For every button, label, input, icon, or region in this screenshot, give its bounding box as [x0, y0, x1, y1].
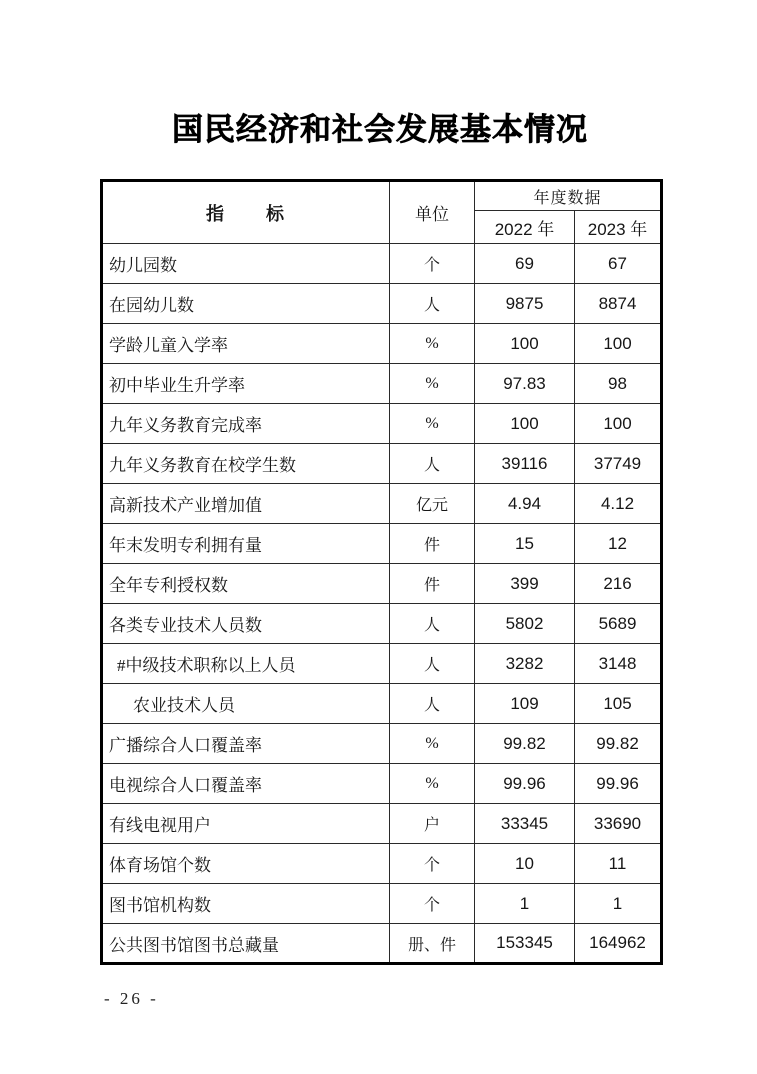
unit-cell: 人 — [390, 644, 475, 684]
value-2023-cell: 67 — [575, 244, 662, 284]
value-2023-cell: 33690 — [575, 804, 662, 844]
value-2022-cell: 10 — [475, 844, 575, 884]
indicator-cell: 九年义务教育完成率 — [102, 404, 390, 444]
value-2023-cell: 216 — [575, 564, 662, 604]
value-2023-cell: 100 — [575, 324, 662, 364]
value-2022-cell: 3282 — [475, 644, 575, 684]
table-header — [102, 181, 662, 244]
table-row — [102, 804, 662, 844]
unit-cell: 册、件 — [390, 924, 475, 964]
indicator-cell: 体育场馆个数 — [102, 844, 390, 884]
value-2023-cell: 99.82 — [575, 724, 662, 764]
unit-cell: % — [390, 324, 475, 364]
indicator-cell: 初中毕业生升学率 — [102, 364, 390, 404]
indicator-cell: 九年义务教育在校学生数 — [102, 444, 390, 484]
value-2023-cell: 99.96 — [575, 764, 662, 804]
header-indicator: 指 标 — [102, 181, 390, 244]
value-2023-cell: 98 — [575, 364, 662, 404]
unit-cell: 人 — [390, 604, 475, 644]
header-year-2022: 2022 年 — [475, 211, 575, 244]
value-2022-cell: 4.94 — [475, 484, 575, 524]
table-row — [102, 604, 662, 644]
table-row — [102, 244, 662, 284]
value-2023-cell: 4.12 — [575, 484, 662, 524]
indicator-cell: 电视综合人口覆盖率 — [102, 764, 390, 804]
header-unit: 单位 — [390, 181, 475, 244]
table-row — [102, 564, 662, 604]
unit-cell: % — [390, 364, 475, 404]
page-number: - 26 - — [104, 989, 159, 1008]
indicator-cell: #中级技术职称以上人员 — [102, 644, 390, 684]
indicator-cell: 有线电视用户 — [102, 804, 390, 844]
value-2023-cell: 3148 — [575, 644, 662, 684]
unit-cell: % — [390, 404, 475, 444]
unit-cell: 件 — [390, 564, 475, 604]
value-2022-cell: 9875 — [475, 284, 575, 324]
value-2022-cell: 1 — [475, 884, 575, 924]
value-2023-cell: 11 — [575, 844, 662, 884]
value-2023-cell: 1 — [575, 884, 662, 924]
unit-cell: 亿元 — [390, 484, 475, 524]
table-row — [102, 764, 662, 804]
unit-cell: 人 — [390, 684, 475, 724]
indicator-cell: 全年专利授权数 — [102, 564, 390, 604]
value-2023-cell: 164962 — [575, 924, 662, 964]
table-row — [102, 324, 662, 364]
unit-cell: 人 — [390, 284, 475, 324]
value-2023-cell: 8874 — [575, 284, 662, 324]
table-row — [102, 524, 662, 564]
value-2022-cell: 33345 — [475, 804, 575, 844]
table-row — [102, 884, 662, 924]
unit-cell: 户 — [390, 804, 475, 844]
indicator-cell: 公共图书馆图书总藏量 — [102, 924, 390, 964]
indicator-cell: 幼儿园数 — [102, 244, 390, 284]
table-row — [102, 484, 662, 524]
table-row — [102, 364, 662, 404]
header-annual-data: 年度数据 — [475, 181, 662, 211]
value-2023-cell: 37749 — [575, 444, 662, 484]
value-2023-cell: 12 — [575, 524, 662, 564]
unit-cell: 人 — [390, 444, 475, 484]
table-row — [102, 724, 662, 764]
table-row — [102, 284, 662, 324]
value-2022-cell: 15 — [475, 524, 575, 564]
table-row — [102, 844, 662, 884]
table-row — [102, 684, 662, 724]
unit-cell: 个 — [390, 884, 475, 924]
table-row — [102, 644, 662, 684]
indicator-cell: 广播综合人口覆盖率 — [102, 724, 390, 764]
indicator-cell: 农业技术人员 — [102, 684, 390, 724]
value-2022-cell: 399 — [475, 564, 575, 604]
value-2022-cell: 39116 — [475, 444, 575, 484]
value-2022-cell: 99.96 — [475, 764, 575, 804]
value-2022-cell: 153345 — [475, 924, 575, 964]
indicator-cell: 高新技术产业增加值 — [102, 484, 390, 524]
value-2023-cell: 5689 — [575, 604, 662, 644]
unit-cell: 件 — [390, 524, 475, 564]
indicator-cell: 学龄儿童入学率 — [102, 324, 390, 364]
table-row — [102, 924, 662, 964]
header-year-2023: 2023 年 — [575, 211, 662, 244]
indicator-cell: 图书馆机构数 — [102, 884, 390, 924]
header-row-top — [102, 181, 662, 211]
value-2022-cell: 100 — [475, 404, 575, 444]
page-title: 国民经济和社会发展基本情况 — [172, 112, 588, 147]
value-2022-cell: 97.83 — [475, 364, 575, 404]
value-2022-cell: 69 — [475, 244, 575, 284]
value-2022-cell: 100 — [475, 324, 575, 364]
indicator-cell: 年末发明专利拥有量 — [102, 524, 390, 564]
unit-cell: % — [390, 764, 475, 804]
indicator-cell: 在园幼儿数 — [102, 284, 390, 324]
table-row — [102, 404, 662, 444]
value-2022-cell: 109 — [475, 684, 575, 724]
statistics-table — [100, 179, 663, 965]
unit-cell: 个 — [390, 244, 475, 284]
unit-cell: % — [390, 724, 475, 764]
unit-cell: 个 — [390, 844, 475, 884]
table-row — [102, 444, 662, 484]
indicator-cell: 各类专业技术人员数 — [102, 604, 390, 644]
value-2023-cell: 105 — [575, 684, 662, 724]
value-2022-cell: 99.82 — [475, 724, 575, 764]
table-body — [102, 244, 662, 964]
value-2023-cell: 100 — [575, 404, 662, 444]
value-2022-cell: 5802 — [475, 604, 575, 644]
